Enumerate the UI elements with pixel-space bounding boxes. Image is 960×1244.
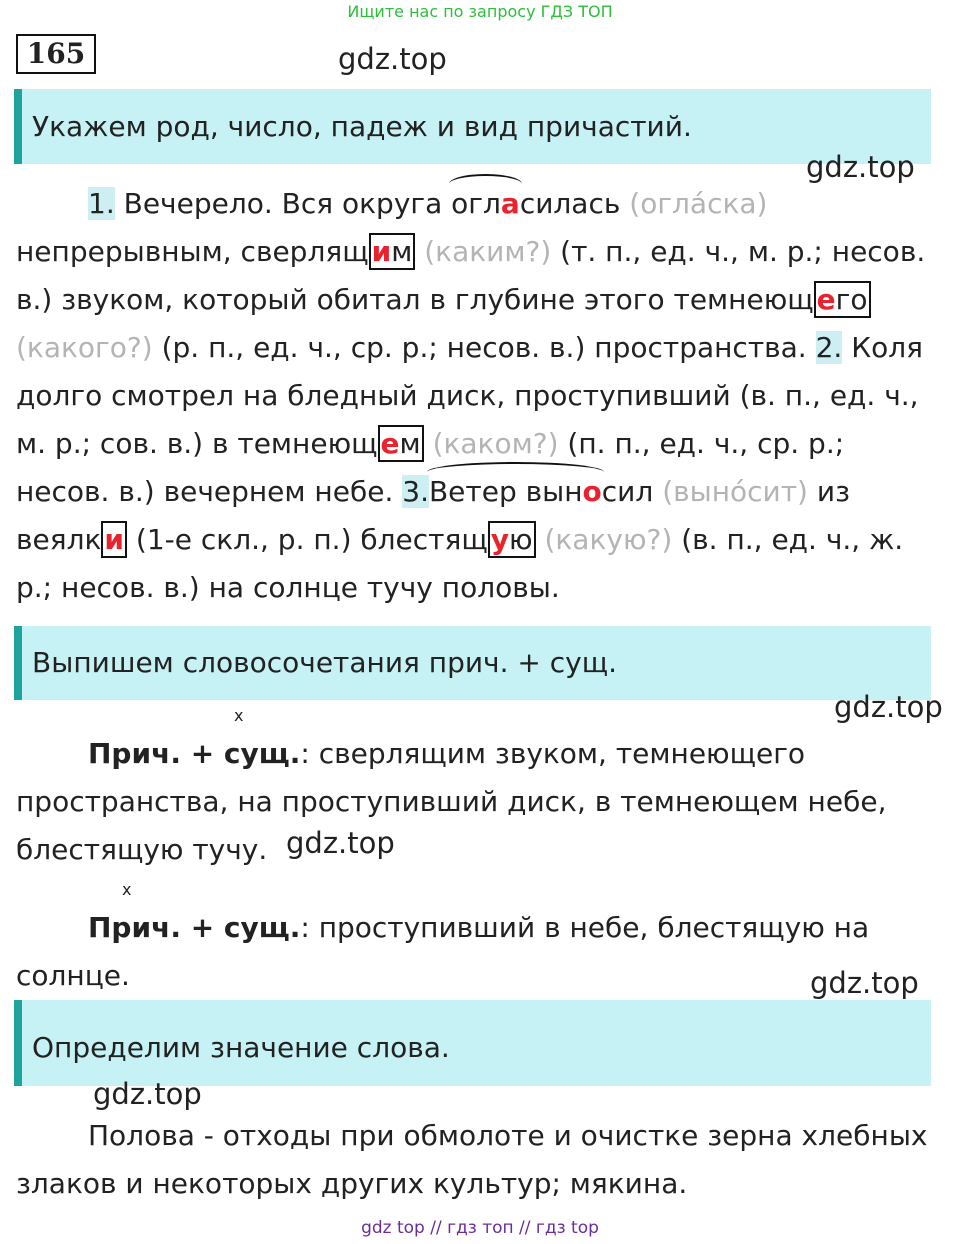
watermark: gdz.top [810,966,919,1000]
question-hint: (какого?) [16,331,153,364]
watermark: gdz.top [286,826,395,860]
definition-paragraph: Полова - отходы при обмолоте и очистке зерна хлебных злаков и некоторых других культур; мякина. [16,1119,928,1200]
watermark: gdz.top [338,42,447,76]
check-word: (выно́сит) [662,475,808,508]
section-header-2: Выпишем словосочетания прич. + сущ. [14,626,931,700]
watermark: gdz.top [93,1077,202,1111]
exercise-number: 165 [16,34,96,74]
sentence-number: 1. [88,187,115,220]
question-hint: (каким?) [424,235,552,268]
mark-x: x [234,706,244,725]
ending-box: ем [378,425,424,462]
ending-box: и [101,521,127,558]
sentence-number: 2. [815,331,843,364]
mark-x: x [122,880,132,899]
ending-box: им [369,233,416,270]
collocations-paragraph-1: Прич. + сущ.: сверлящим звуком, темнеющего пространства, на проступивший диск, в темнеющем небе, блестящую тучу. [16,737,887,866]
top-banner[interactable]: Ищите нас по запросу ГДЗ ТОП [347,2,613,21]
section-header-1: Укажем род, число, падеж и вид причастий. [14,89,931,164]
ending-box: ую [488,521,536,558]
question-hint: (какую?) [544,523,673,556]
check-word: (огла́ска) [629,187,768,220]
word-with-root-arc: огла [451,180,520,228]
watermark: gdz.top [806,150,915,184]
question-hint: (каком?) [432,427,559,460]
ending-box: его [814,281,871,318]
section-header-3: Определим значение слова. [14,1000,931,1086]
sentence-paragraph: 1. Вечерело. Вся округа огласилась (огла́ска) непрерывным, сверлящ им (каким?) (т. п., ед. ч., м. р.; несов. в.) звуком, который обитал в глубине этого темнеющ его (какого?) (р. п., ед. ч., ср. р.; несов. в.) пространства. 2. Коля долго смотрел на бледный диск, проступивший (в. п., ед. ч., м. р.; сов. в.) в темнеющ ем (каком?) (п. п., ед. ч., ср. р.; несов. в.) вечернем небе. 3.Ветер выносил (выно́сит) из веялк и (1-е скл., р. п.) блестящ ую (какую?) (в. п., ед. ч., ж. р.; несов. в.) на солнце тучу половы. [16,180,946,612]
collocations-paragraph-2: Прич. + сущ.: проступивший в небе, блестящую на солнце. [16,911,870,992]
sentence-number: 3. [402,475,429,508]
footer-links[interactable]: gdz top // гдз топ // гдз top [361,1218,599,1238]
watermark: gdz.top [834,690,943,724]
word-with-root-arc: Ветер выно [429,468,602,516]
